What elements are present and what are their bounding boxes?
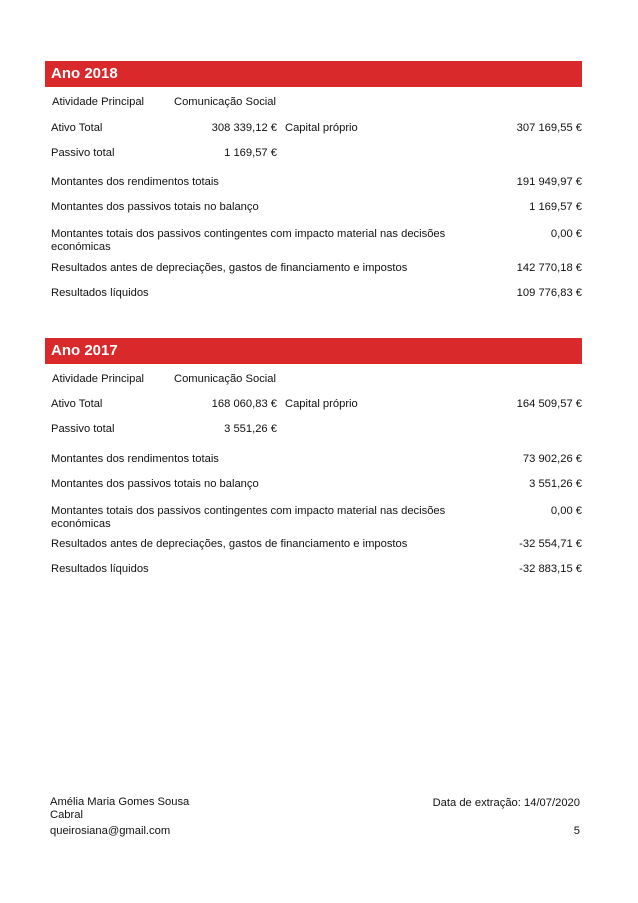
row-value: 73 902,26 € bbox=[522, 453, 582, 465]
row-value: 0,00 € bbox=[550, 228, 582, 240]
activity-label: Atividade Principal bbox=[52, 96, 145, 108]
section-2018 bbox=[45, 61, 582, 311]
ativo-total-label: Ativo Total bbox=[51, 398, 103, 410]
row-label: Montantes dos rendimentos totais bbox=[51, 453, 219, 465]
page-number: 5 bbox=[573, 825, 580, 837]
capital-proprio-label: Capital próprio bbox=[285, 122, 358, 134]
passivo-total-value: 1 169,57 € bbox=[224, 147, 277, 159]
activity-value: Comunicação Social bbox=[174, 373, 276, 385]
footer-email: queirosiana@gmail.com bbox=[50, 825, 171, 837]
activity-label: Atividade Principal bbox=[52, 373, 145, 385]
row-value: -32 554,71 € bbox=[519, 538, 582, 550]
year-header: Ano 2018 bbox=[45, 61, 582, 87]
capital-proprio-label: Capital próprio bbox=[285, 398, 358, 410]
row-value: 142 770,18 € bbox=[516, 262, 582, 274]
section-2017 bbox=[45, 338, 582, 588]
row-label: Resultados antes de depreciações, gastos de financiamento e impostos bbox=[51, 262, 408, 274]
row-label: Montantes totais dos passivos contingentes com impacto material nas decisões económicas bbox=[51, 228, 446, 253]
row-value: -32 883,15 € bbox=[519, 563, 582, 575]
ativo-total-value: 308 339,12 € bbox=[211, 122, 277, 134]
ativo-total-value: 168 060,83 € bbox=[211, 398, 277, 410]
row-value: 3 551,26 € bbox=[529, 478, 582, 490]
row-label: Montantes totais dos passivos contingentes com impacto material nas decisões económicas bbox=[51, 505, 446, 530]
row-label: Montantes dos rendimentos totais bbox=[51, 176, 219, 188]
capital-proprio-value: 307 169,55 € bbox=[516, 122, 582, 134]
extraction-date: Data de extração: 14/07/2020 bbox=[432, 797, 580, 809]
activity-value: Comunicação Social bbox=[174, 96, 276, 108]
row-label: Resultados antes de depreciações, gastos de financiamento e impostos bbox=[51, 538, 408, 550]
passivo-total-label: Passivo total bbox=[51, 423, 115, 435]
year-header: Ano 2017 bbox=[45, 338, 582, 364]
passivo-total-value: 3 551,26 € bbox=[224, 423, 277, 435]
ativo-total-label: Ativo Total bbox=[51, 122, 103, 134]
row-label: Resultados líquidos bbox=[51, 563, 149, 575]
row-label: Montantes dos passivos totais no balanço bbox=[51, 201, 259, 213]
capital-proprio-value: 164 509,57 € bbox=[516, 398, 582, 410]
row-value: 1 169,57 € bbox=[529, 201, 582, 213]
row-label: Resultados líquidos bbox=[51, 287, 149, 299]
footer-name: Amélia Maria Gomes Sousa Cabral bbox=[50, 796, 190, 821]
row-value: 191 949,97 € bbox=[516, 176, 582, 188]
row-value: 109 776,83 € bbox=[516, 287, 582, 299]
row-value: 0,00 € bbox=[550, 505, 582, 517]
row-label: Montantes dos passivos totais no balanço bbox=[51, 478, 259, 490]
passivo-total-label: Passivo total bbox=[51, 147, 115, 159]
